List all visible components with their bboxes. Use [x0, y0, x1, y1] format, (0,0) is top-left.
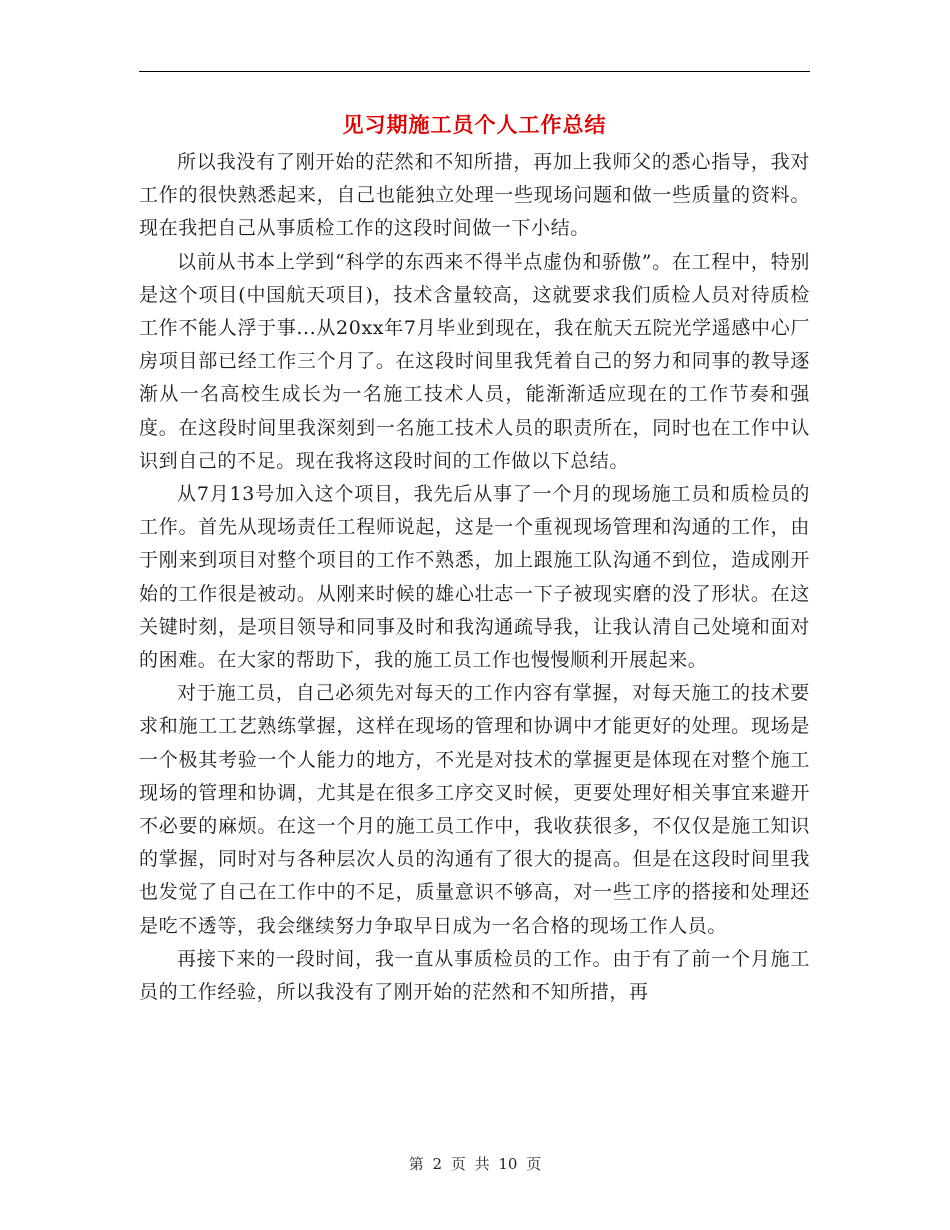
paragraph-4: 对于施工员，自己必须先对每天的工作内容有掌握，对每天施工的技术要求和施工工艺熟练掌握，这样在现场的管理和协调中才能更好的处理。现场是一个极其考验一个人能力的地方，不光是对技术的掌握更是体现在对整个施工现场的管理和协调，尤其是在很多工序交叉时候，更要处理好相关事宜来避开不必要的麻烦。在这一个月的施工员工作中，我收获很多，不仅仅是施工知识的掌握，同时对与各种层次人员的沟通有了很大的提高。但是在这段时间里我也发觉了自己在工作中的不足，质量意识不够高，对一些工序的搭接和处理还是吃不透等，我会继续努力争取早日成为一名合格的现场工作人员。	[139, 682, 810, 937]
document-body	[139, 146, 810, 1009]
page-number-footer: 第 2 页 共 10 页	[408, 1155, 542, 1173]
document-title: 见习期施工员个人工作总结	[342, 112, 607, 137]
header-rule	[139, 71, 810, 72]
paragraph-3: 从7月13号加入这个项目，我先后从事了一个月的现场施工员和质检员的工作。首先从现场责任工程师说起，这是一个重视现场管理和沟通的工作，由于刚来到项目对整个项目的工作不熟悉，加上跟施工队沟通不到位，造成刚开始的工作很是被动。从刚来时候的雄心壮志一下子被现实磨的没了形状。在这关键时刻，是项目领导和同事及时和我沟通疏导我，让我认清自己处境和面对的困难。在大家的帮助下，我的施工员工作也慢慢顺利开展起来。	[139, 483, 810, 672]
paragraph-2: 以前从书本上学到“科学的东西来不得半点虚伪和骄傲”。在工程中，特别是这个项目(中国航天项目)，技术含量较高，这就要求我们质检人员对待质检工作不能人浮于事...从20xx年7月毕业到现在，我在航天五院光学遥感中心厂房项目部已经工作三个月了。在这段时间里我凭着自己的努力和同事的教导逐渐从一名高校生成长为一名施工技术人员，能渐渐适应现在的工作节奏和强度。在这段时间里我深刻到一名施工技术人员的职责所在，同时也在工作中认识到自己的不足。现在我将这段时间的工作做以下总结。	[139, 250, 810, 472]
paragraph-5: 再接下来的一段时间，我一直从事质检员的工作。由于有了前一个月施工员的工作经验，所以我没有了刚开始的茫然和不知所措，再	[139, 947, 810, 1004]
paragraph-1: 所以我没有了刚开始的茫然和不知所措，再加上我师父的悉心指导，我对工作的很快熟悉起来，自己也能独立处理一些现场问题和做一些质量的资料。现在我把自己从事质检工作的这段时间做一下小结。	[139, 151, 810, 240]
